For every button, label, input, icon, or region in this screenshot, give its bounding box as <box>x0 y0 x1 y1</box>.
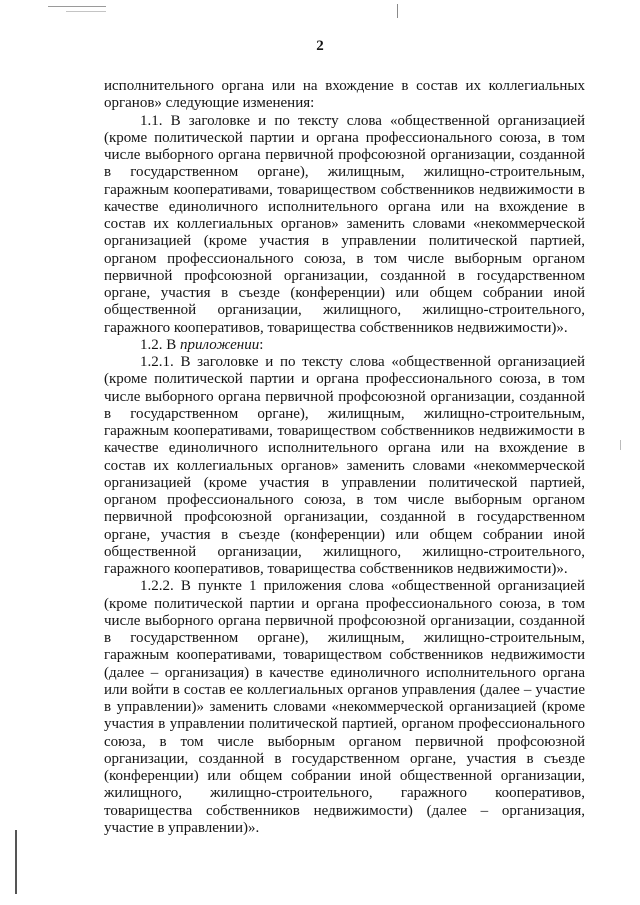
scan-artifact <box>48 6 106 7</box>
scan-artifact <box>620 440 621 450</box>
paragraph-1-2-2: 1.2.2. В пункте 1 приложения слова «общественной организацией (кроме политической партии и органа профессионального союза, в том числе выборного органа первичной профсоюзной организации, созданной в государственном органе), жилищным, жилищно-строительным, гаражным кооперативами, товариществом собственников недвижимости (далее – организация) в качестве единоличного исполнительного органа или войти в состав ее коллегиальных органов управления (далее – участие в управлении)» заменить словами «некоммерческой организацией (кроме участия в управлении политической партией, органом профессионального союза, в том числе выборным органом первичной профсоюзной организации, созданной в государственном органе, участия в съезде (конференции) или общем собрании иной общественной организации, жилищного, жилищно-строительного, гаражного кооперативов, товарищества собственников недвижимости) (далее – организация, участие в управлении)». <box>104 578 585 836</box>
scan-artifact <box>397 4 398 18</box>
scan-artifact <box>15 830 17 894</box>
page-number: 2 <box>316 38 324 54</box>
paragraph-1-1: 1.1. В заголовке и по тексту слова «общественной организацией (кроме политической партии и органа профессионального союза, в том числе выборного органа первичной профсоюзной организации, созданной в государственном органе), жилищным, жилищно-строительным, гаражным кооперативами, товариществом собственников недвижимости в качестве единоличного исполнительного органа или на вхождение в состав их коллегиальных органов» заменить словами «некоммерческой организацией (кроме участия в управлении политической партией, органом профессионального союза, в том числе выборным органом первичной профсоюзной организации, созданной в государственном органе, участия в съезде (конференции) или общем собрании иной общественной организации, жилищного, жилищно-строительного, гаражного кооперативов, товарищества собственников недвижимости)». <box>104 112 585 336</box>
emphasized-word: приложении <box>180 336 260 353</box>
paragraph-1-2: 1.2. В приложении: <box>140 336 264 353</box>
paragraph-continuation: исполнительного органа или на вхождение в состав их коллегиальных органов» следующие изменения: <box>104 78 585 112</box>
scan-artifact <box>66 11 106 12</box>
document-body <box>104 78 585 837</box>
paragraph-1-2-1: 1.2.1. В заголовке и по тексту слова «общественной организацией (кроме политической партии и органа профессионального союза, в том числе выборного органа первичной профсоюзной организации, созданной в государственном органе), жилищным, жилищно-строительным, гаражным кооперативами, товариществом собственников недвижимости в качестве единоличного исполнительного органа или на вхождение в состав их коллегиальных органов» заменить словами «некоммерческой организацией (кроме участия в управлении политической партией, органом профессионального союза, в том числе выборным органом первичной профсоюзной организации, созданной в государственном органе, участия в съезде (конференции) или общем собрании иной общественной организации, жилищного, жилищно-строительного, гаражного кооперативов, товарищества собственников недвижимости)». <box>104 354 585 577</box>
